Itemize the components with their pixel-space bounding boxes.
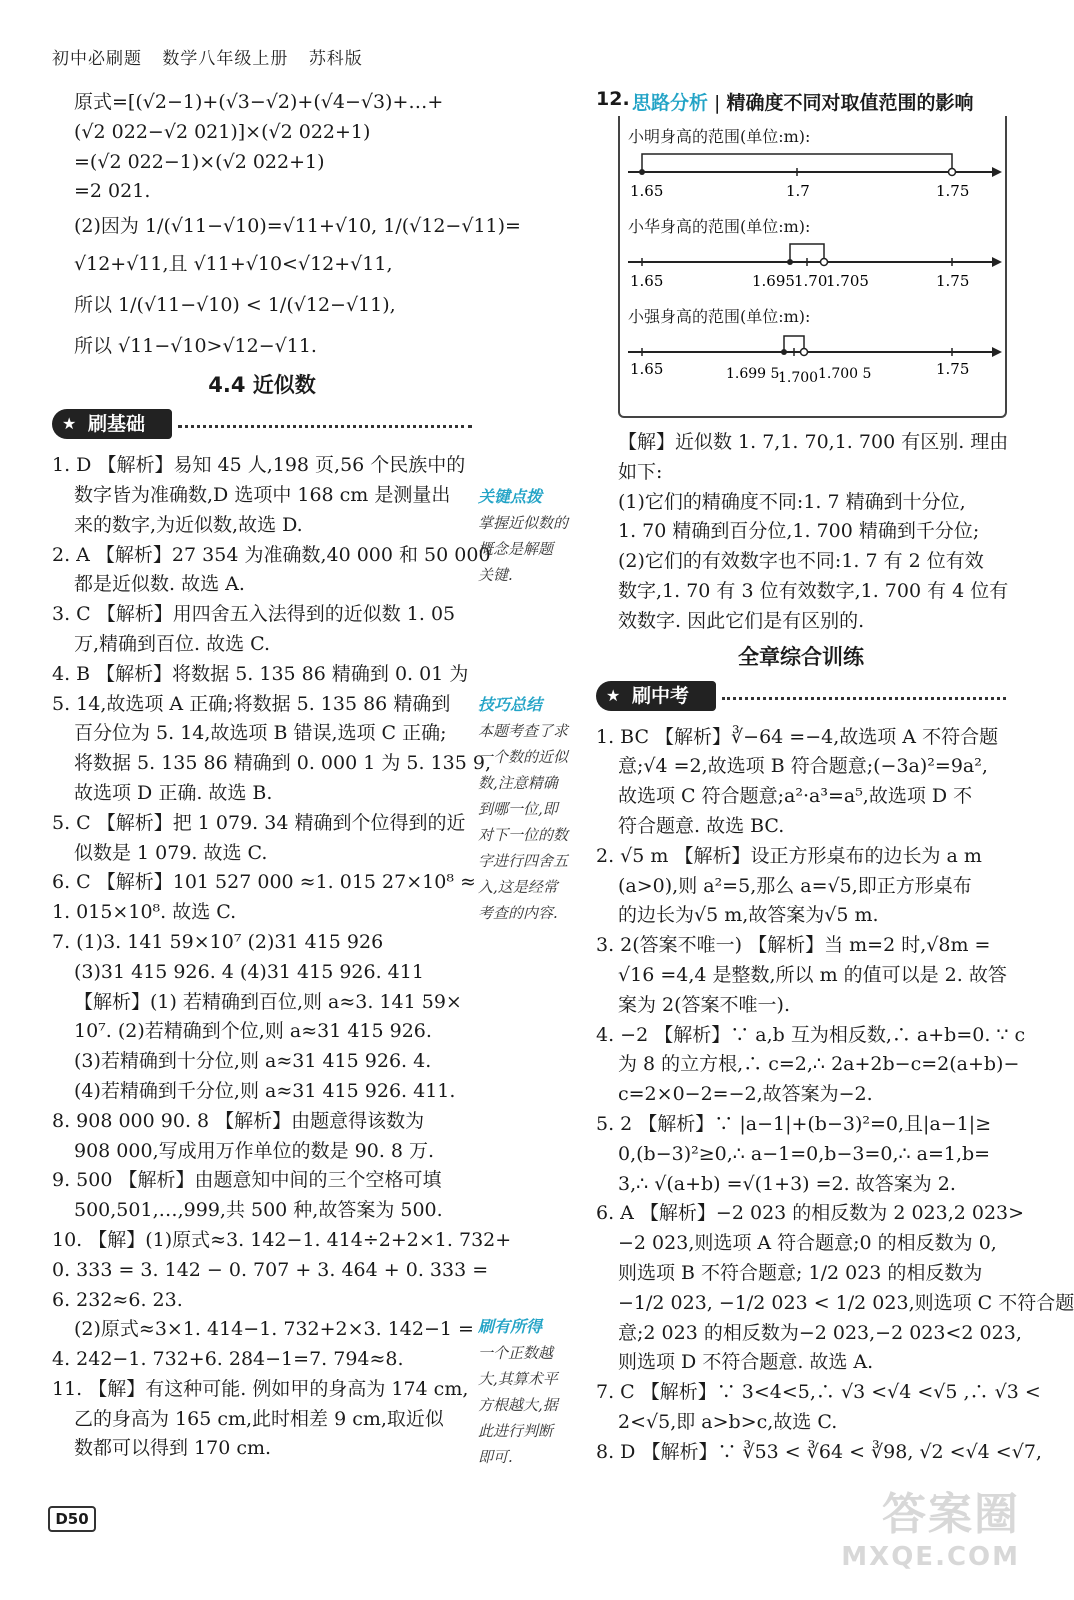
xiaoqiang-label: 小强身高的范围(单位:m): <box>628 307 811 326</box>
xiaoming-label: 小明身高的范围(单位:m): <box>628 127 811 146</box>
number-line-xiaohua <box>620 240 1005 292</box>
answer-line: 2. A 【解析】27 354 为准确数,40 000 和 50 000 <box>52 543 491 566</box>
answer-line: (a>0),则 a²=5,那么 a=√5,即正方形桌布 <box>618 874 972 897</box>
solution-line: (1)它们的精确度不同:1. 7 精确到十分位, <box>618 490 966 513</box>
solution-line: √12+√11,且 √11+√10<√12+√11, <box>74 253 393 276</box>
side-note-text: 掌握近似数的 <box>478 514 569 532</box>
answer-line: 2<√5,即 a>b>c,故选 C. <box>618 1410 838 1433</box>
answer-line: 乙的身高为 165 cm,此时相差 9 cm,取近似 <box>74 1407 444 1430</box>
dotted-divider <box>722 697 1006 700</box>
solution-line: 【解】近似数 1. 7,1. 70,1. 700 有区别. 理由 <box>618 431 1009 453</box>
answer-line: (3)31 415 926. 4 (4)31 415 926. 411 <box>74 960 424 983</box>
analysis-title: 精确度不同对取值范围的影响 <box>726 92 974 114</box>
watermark-url: MXQE.COM <box>841 1542 1020 1572</box>
answer-line: 4. 242−1. 732+6. 284−1=7. 794≈8. <box>52 1348 404 1371</box>
question-12-title: 思路分析 | 精确度不同对取值范围的影响 <box>632 92 974 114</box>
answer-line: 908 000,写成用万作单位的数是 90. 8 万. <box>74 1139 435 1162</box>
side-note-text: 到哪一位,即 <box>478 800 558 818</box>
side-note-3 <box>478 1314 580 1470</box>
side-note-text: 关键. <box>478 566 513 584</box>
question-12-header <box>596 88 1006 118</box>
tick-label: 1.7 <box>786 182 810 200</box>
side-note-text: 一个数的近似 <box>478 748 569 766</box>
side-note-text: 一个正数越 <box>478 1344 554 1362</box>
tick-label: 1.705 <box>826 272 869 290</box>
side-note-tag: 技巧总结 <box>478 695 543 714</box>
edition-label: 苏科版 <box>308 49 363 69</box>
answer-line: 8. 908 000 90. 8 【解析】由题意得该数为 <box>52 1109 425 1132</box>
answer-line: 符合题意. 故选 BC. <box>618 814 785 837</box>
answer-line: 7. C 【解析】∵ 3<4<5,∴ √3 <√4 <√5 ,∴ √3 < <box>596 1381 1041 1404</box>
answer-line: −2 023,则选项 A 符合题意;0 的相反数为 0, <box>618 1232 997 1255</box>
answer-line: 意;√4 =2,故选项 B 符合题意;(−3a)²=9a², <box>618 755 988 778</box>
answer-line: 6. A 【解析】−2 023 的相反数为 2 023,2 023> <box>596 1202 1025 1225</box>
answer-line: 6. 232≈6. 23. <box>52 1288 183 1311</box>
tick-label: 1.75 <box>936 272 970 290</box>
answer-line: 5. 2 【解析】∵ |a−1|+(b−3)²=0,且|a−1|≥ <box>596 1112 992 1135</box>
answer-line: 故选项 D 正确. 故选 B. <box>74 781 273 804</box>
answer-line: 为 8 的立方根,∴ c=2,∴ 2a+2b−c=2(a+b)− <box>618 1053 1020 1076</box>
answer-line: 故选项 C 符合题意;a²·a³=a⁵,故选项 D 不 <box>618 785 973 808</box>
tick-label: 1.695 <box>752 272 795 290</box>
answer-line: 意;2 023 的相反数为−2 023,−2 023<2 023, <box>618 1321 1022 1344</box>
tick-label: 1.700 <box>778 370 819 386</box>
answer-line: 10⁷. (2)若精确到个位,则 a≈31 415 926. <box>74 1020 432 1043</box>
section-band <box>596 677 1006 717</box>
answer-line: 11. 【解】有这种可能. 例如甲的身高为 174 cm, <box>52 1377 469 1400</box>
side-note-text: 考查的内容. <box>478 904 558 922</box>
tick-label: 1.75 <box>936 360 970 378</box>
tick-label: 1.65 <box>630 272 664 290</box>
side-note-text: 入,这是经常 <box>478 878 558 896</box>
page-number: D50 <box>48 1506 96 1532</box>
watermark-logo: 答案圈 <box>882 1489 1020 1540</box>
watermark <box>841 1478 1020 1572</box>
side-note-text: 本题考查了求 <box>478 722 569 740</box>
solution-line: 数字,1. 70 有 3 位有效数字,1. 700 有 4 位有 <box>618 579 1009 602</box>
section-title: 4.4 近似数 <box>208 373 316 398</box>
solution-line: 所以 1/(√11−√10) < 1/(√12−√11), <box>74 294 396 317</box>
answer-line: 3,∴ √(a+b) =√(1+3) =2. 故答案为 2. <box>618 1172 956 1195</box>
answer-line: c=2×0−2=−2,故答案为−2. <box>618 1083 873 1106</box>
answer-line: 4. −2 【解析】∵ a,b 互为相反数,∴ a+b=0. ∵ c <box>596 1023 1026 1046</box>
number-line-figure <box>618 116 1007 418</box>
solution-line: 原式=[(√2−1)+(√3−√2)+(√4−√3)+…+ <box>74 91 444 113</box>
answer-line: (4)若精确到千分位,则 a≈31 415 926. 411. <box>74 1079 456 1102</box>
tick-label: 1.699 5 <box>726 366 780 382</box>
answer-line: 7. (1)3. 141 59×10⁷ (2)31 415 926 <box>52 930 384 953</box>
q12-answer <box>596 428 1009 637</box>
tick-label: 1.70 <box>794 272 828 290</box>
badge-exam: ★ 刷中考 <box>596 681 716 711</box>
solution-line: (2)它们的有效数字也不同:1. 7 有 2 位有效 <box>618 550 984 573</box>
side-note-text: 此进行判断 <box>478 1422 554 1440</box>
answer-line: 1. BC 【解析】∛−64 =−4,故选项 A 不符合题 <box>596 725 999 748</box>
answer-line: 似数是 1 079. 故选 C. <box>74 841 268 864</box>
number-line-xiaoqiang <box>620 330 1005 390</box>
answer-line: 3. C 【解析】用四舍五入法得到的近似数 1. 05 <box>52 603 456 626</box>
answer-line: 500,501,…,999,共 500 种,故答案为 500. <box>74 1199 443 1222</box>
answer-line: 8. D 【解析】∵ ∛53 < ∛64 < ∛98, √2 <√4 <√7, <box>596 1440 1042 1463</box>
solution-line: (2)因为 1/(√11−√10)=√11+√10, 1/(√12−√11)= <box>74 215 521 238</box>
right-column <box>596 88 1074 1468</box>
answer-line: 10. 【解】(1)原式≈3. 142−1. 414÷2+2×1. 732+ <box>52 1228 512 1251</box>
answer-line: 0,(b−3)²≥0,∴ a−1=0,b−3=0,∴ a=1,b= <box>618 1142 991 1165</box>
running-header <box>52 44 363 69</box>
badge-basic: ★ 刷基础 <box>52 409 172 439</box>
answer-line: 6. C 【解析】101 527 000 ≈1. 015 27×10⁸ ≈ <box>52 871 476 894</box>
answer-line: 4. B 【解析】将数据 5. 135 86 精确到 0. 01 为 <box>52 662 469 685</box>
solution-line: =2 021. <box>74 180 151 203</box>
answer-line: 2. √5 m 【解析】设正方形桌布的边长为 a m <box>596 844 982 867</box>
xiaohua-label: 小华身高的范围(单位:m): <box>628 217 811 236</box>
answer-line: 来的数字,为近似数,故选 D. <box>74 513 303 536</box>
answer-line: 将数据 5. 135 86 精确到 0. 000 1 为 5. 135 9, <box>74 752 492 775</box>
tick-label: 1.700 5 <box>818 366 872 382</box>
subject-title: 数学八年级上册 <box>162 49 289 69</box>
answer-line: 百分位为 5. 14,故选项 B 错误,选项 C 正确; <box>74 722 447 745</box>
answer-line: (2)原式≈3×1. 414−1. 732+2×3. 142−1 = <box>74 1318 474 1341</box>
solution-line: (√2 022−√2 021)]×(√2 022+1) <box>74 120 371 143</box>
solution-line: 所以 √11−√10>√12−√11. <box>74 335 317 358</box>
answer-line: 则选项 B 不符合题意; 1/2 023 的相反数为 <box>618 1261 983 1284</box>
side-note-tag: 关键点拨 <box>478 487 543 506</box>
number-line-xiaoming <box>620 150 1005 202</box>
side-note-text: 即可. <box>478 1448 513 1466</box>
answer-line: 1. D 【解析】易知 45 人,198 页,56 个民族中的 <box>52 454 466 477</box>
answer-line: 1. 015×10⁸. 故选 C. <box>52 901 237 924</box>
answer-line: 数字皆为准确数,D 选项中 168 cm 是测量出 <box>74 483 451 506</box>
question-number: 12. <box>596 88 630 110</box>
answer-list <box>596 723 1074 1468</box>
section-title: 全章综合训练 <box>738 644 864 669</box>
side-note-text: 大,其算术平 <box>478 1370 558 1388</box>
book-title: 初中必刷题 <box>52 49 142 69</box>
dotted-divider <box>178 425 472 428</box>
answer-line: −1/2 023, −1/2 023 < 1/2 023,则选项 C 不符合题 <box>618 1291 1074 1314</box>
side-note-text: 对下一位的数 <box>478 826 569 844</box>
solution-line: =(√2 022−1)×(√2 022+1) <box>74 150 325 173</box>
answer-line: 的边长为√5 m,故答案为√5 m. <box>618 904 879 927</box>
side-note-text: 方根越大,据 <box>478 1396 558 1414</box>
answer-line: 数都可以得到 170 cm. <box>74 1437 272 1460</box>
solution-line: 效数字. 因此它们是有区别的. <box>618 609 865 632</box>
answer-line: 都是近似数. 故选 A. <box>74 573 245 596</box>
side-note-text: 概念是解题 <box>478 540 554 558</box>
answer-line: 万,精确到百位. 故选 C. <box>74 632 271 655</box>
tick-label: 1.65 <box>630 182 664 200</box>
answer-line: 案为 2(答案不唯一). <box>618 993 790 1016</box>
side-note-1 <box>478 484 580 588</box>
side-note-text: 字进行四舍五 <box>478 852 569 870</box>
answer-line: √16 =4,4 是整数,所以 m 的值可以是 2. 故答 <box>618 963 1007 986</box>
solution-line: 1. 70 精确到百分位,1. 700 精确到千分位; <box>618 520 980 543</box>
answer-line: 【解析】(1) 若精确到百位,则 a≈3. 141 59× <box>74 990 462 1013</box>
side-note-text: 数,注意精确 <box>478 774 558 792</box>
answer-line: (3)若精确到十分位,则 a≈31 415 926. 4. <box>74 1050 432 1073</box>
side-note-2 <box>478 692 580 926</box>
answer-line: 5. 14,故选项 A 正确;将数据 5. 135 86 精确到 <box>52 692 451 715</box>
tick-label: 1.75 <box>936 182 970 200</box>
analysis-tag: 思路分析 <box>632 92 709 114</box>
tick-label: 1.65 <box>630 360 664 378</box>
answer-line: 9. 500 【解析】由题意知中间的三个空格可填 <box>52 1169 442 1192</box>
answer-line: 5. C 【解析】把 1 079. 34 精确到个位得到的近 <box>52 811 466 834</box>
answer-line: 0. 333 = 3. 142 − 0. 707 + 3. 464 + 0. 333 = <box>52 1258 489 1281</box>
side-note-tag: 刷有所得 <box>478 1317 543 1336</box>
answer-line: 则选项 D 不符合题意. 故选 A. <box>618 1351 874 1374</box>
solution-line: 如下: <box>618 460 663 483</box>
section-band <box>52 405 472 445</box>
answer-line: 3. 2(答案不唯一) 【解析】当 m=2 时,√8m = <box>596 934 991 957</box>
